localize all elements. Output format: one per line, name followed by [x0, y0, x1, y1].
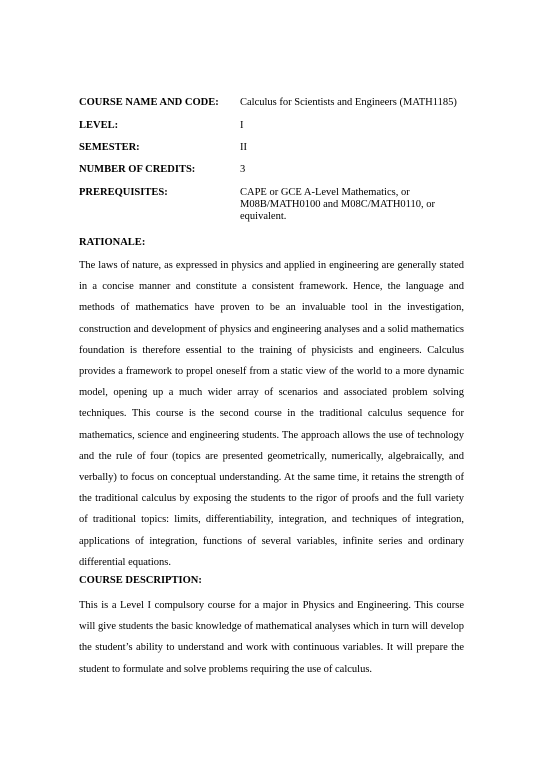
level-label: LEVEL:: [79, 120, 119, 131]
course-name-value: Calculus for Scientists and Engineers (MATH1185): [240, 97, 457, 108]
semester-value: II: [240, 142, 247, 153]
rationale-paragraph: The laws of nature, as expressed in physics and applied in engineering are generally stated in a concise manner and constitute a consistent framework. Hence, the language and methods of mathematics have proven to be an invaluable tool in the investigation, construction and development of physics and engineering analyses and a solid mathematics foundation is therefore essential to the training of physicists and engineers. Calculus provides a framework to propel oneself from a static view of the world to a more dynamic model, opening up a much wider array of scenarios and associated problem solving techniques. This course is the second course in the traditional calculus sequence for mathematics, science and engineering students. The approach allows the use of technology and the rule of four (topics are presented geometrically, numerically, algebraically, and verbally) to focus on conceptual understanding. At the same time, it retains the strength of the traditional calculus by exposing the students to the rigor of proofs and the full variety of traditional topics: limits, differentiability, integration, and techniques of integration, applications of integration, functions of several variables, infinite series and ordinary differential equations.: [79, 260, 464, 568]
course-description-paragraph: This is a Level I compulsory course for a major in Physics and Engineering. This course will give students the basic knowledge of mathematical analyses which in turn will develop the student’s ability to understand and work with continuous variables. It will prepare the student to formulate and solve problems requiring the use of calculus.: [79, 600, 464, 675]
credits-label: NUMBER OF CREDITS:: [79, 164, 196, 175]
prerequisites-label: PREREQUISITES:: [79, 187, 168, 198]
course-description-heading: COURSE DESCRIPTION:: [79, 575, 202, 586]
rationale-heading: RATIONALE:: [79, 237, 146, 248]
prerequisites-value: CAPE or GCE A-Level Mathematics, or M08B/MATH0100 and M08C/MATH0110, or equivalent.: [240, 187, 436, 222]
semester-label: SEMESTER:: [79, 142, 140, 153]
course-name-label: COURSE NAME AND CODE:: [79, 97, 219, 108]
level-value: I: [240, 120, 244, 131]
credits-value: 3: [240, 164, 246, 175]
